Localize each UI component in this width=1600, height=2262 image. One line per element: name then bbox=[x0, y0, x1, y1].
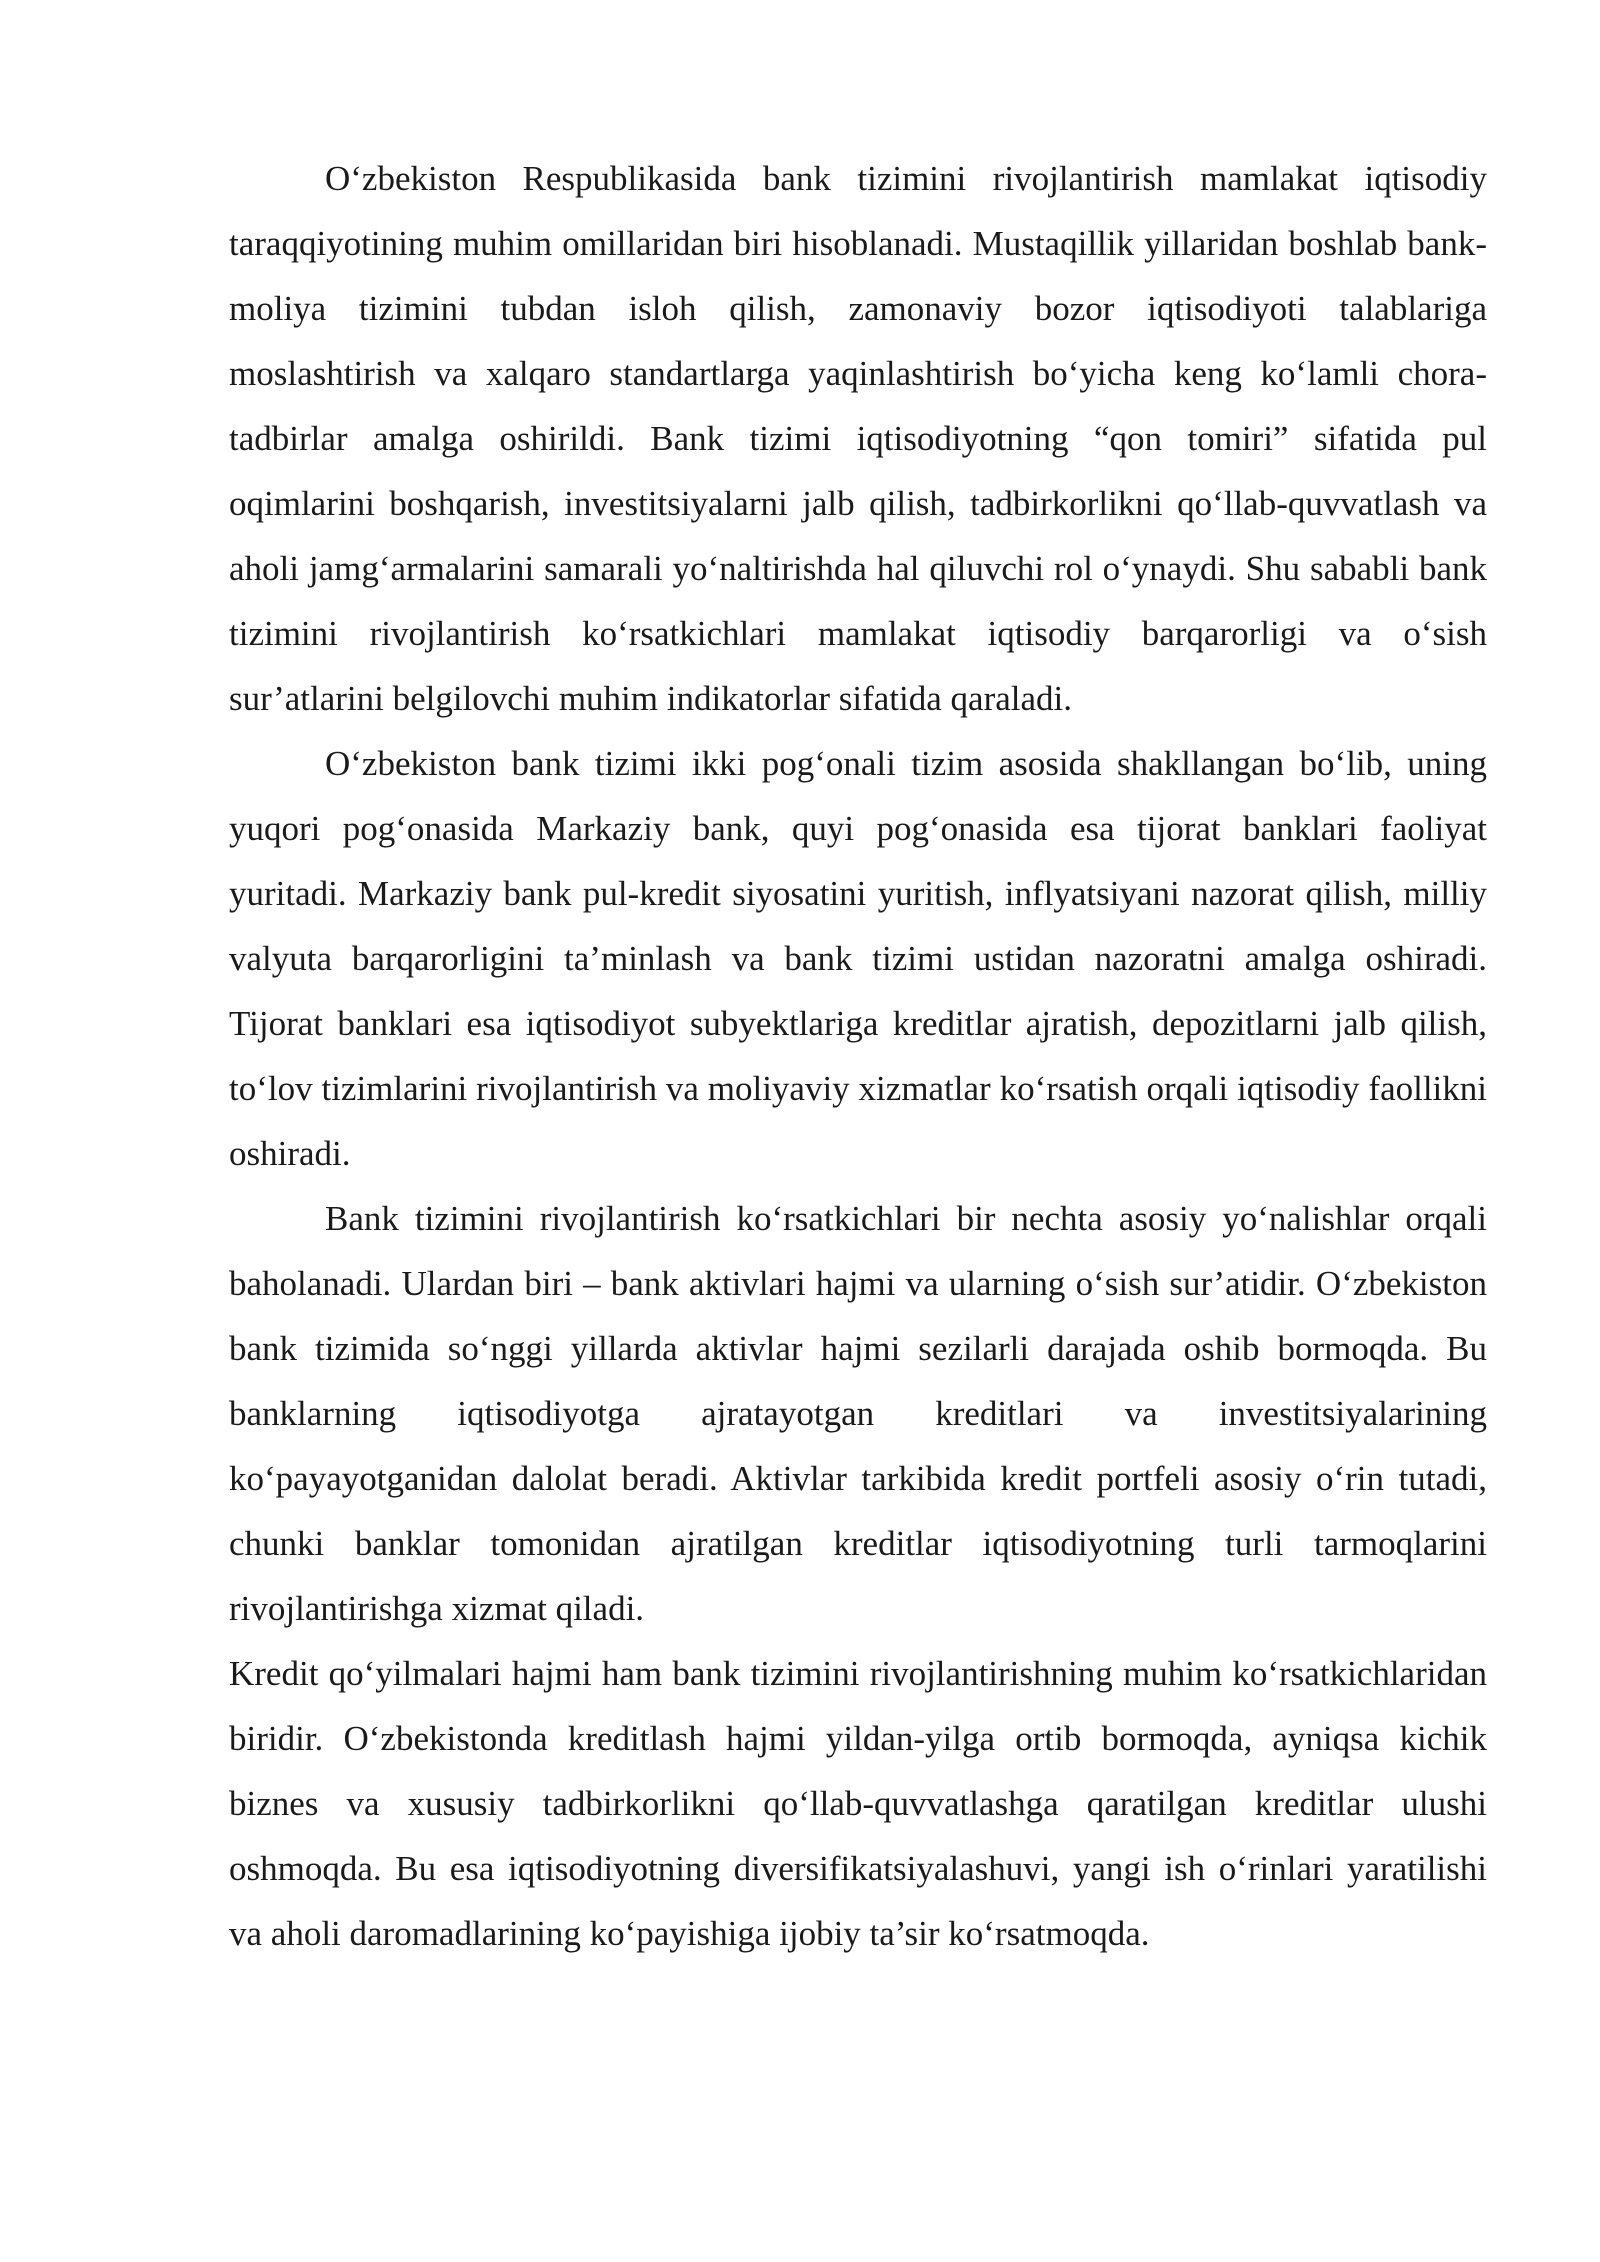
document-body bbox=[229, 146, 1487, 1966]
paragraph-development-indicators: Bank tizimini rivojlantirish ko‘rsatkichlari bir nechta asosiy yo‘nalishlar orqali baholanadi. Ulardan biri – bank aktivlari hajmi va ularning o‘sish sur’atidir. O‘zbekiston bank tizimida so‘nggi yillarda aktivlar hajmi sezilarli darajada oshib bormoqda. Bu banklarning iqtisodiyotga ajratayotgan kreditlari va investitsiyalarining ko‘payayotganidan dalolat beradi. Aktivlar tarkibida kredit portfeli asosiy o‘rin tutadi, chunki banklar tomonidan ajratilgan kreditlar iqtisodiyotning turli tarmoqlarini rivojlantirishga xizmat qiladi. bbox=[229, 1199, 1487, 1628]
paragraph-two-tier-system: O‘zbekiston bank tizimi ikki pog‘onali tizim asosida shakllangan bo‘lib, uning yuqori pog‘onasida Markaziy bank, quyi pog‘onasida esa tijorat banklari faoliyat yuritadi. Markaziy bank pul-kredit siyosatini yuritish, inflyatsiyani nazorat qilish, milliy valyuta barqarorligini ta’minlash va bank tizimi ustidan nazoratni amalga oshiradi. Tijorat banklari esa iqtisodiyot subyektlariga kreditlar ajratish, depozitlarni jalb qilish, to‘lov tizimlarini rivojlantirish va moliyaviy xizmatlar ko‘rsatish orqali iqtisodiy faollikni oshiradi. bbox=[229, 744, 1487, 1173]
paragraph-banking-importance: O‘zbekiston Respublikasida bank tizimini rivojlantirish mamlakat iqtisodiy taraqqiyotining muhim omillaridan biri hisoblanadi. Mustaqillik yillaridan boshlab bank-moliya tizimini tubdan isloh qilish, zamonaviy bozor iqtisodiyoti talablariga moslashtirish va xalqaro standartlarga yaqinlashtirish bo‘yicha keng ko‘lamli chora-tadbirlar amalga oshirildi. Bank tizimi iqtisodiyotning “qon tomiri” sifatida pul oqimlarini boshqarish, investitsiyalarni jalb qilish, tadbirkorlikni qo‘llab-quvvatlash va aholi jamg‘armalarini samarali yo‘naltirishda hal qiluvchi rol o‘ynaydi. Shu sababli bank tizimini rivojlantirish ko‘rsatkichlari mamlakat iqtisodiy barqarorligi va o‘sish sur’atlarini belgilovchi muhim indikatorlar sifatida qaraladi. bbox=[229, 159, 1487, 718]
paragraph-credit-volume: Kredit qo‘yilmalari hajmi ham bank tizimini rivojlantirishning muhim ko‘rsatkichlaridan biridir. O‘zbekistonda kreditlash hajmi yildan-yilga ortib bormoqda, ayniqsa kichik biznes va xususiy tadbirkorlikni qo‘llab-quvvatlashga qaratilgan kreditlar ulushi oshmoqda. Bu esa iqtisodiyotning diversifikatsiyalashuvi, yangi ish o‘rinlari yaratilishi va aholi daromadlarining ko‘payishiga ijobiy ta’sir ko‘rsatmoqda. bbox=[229, 1654, 1487, 1953]
